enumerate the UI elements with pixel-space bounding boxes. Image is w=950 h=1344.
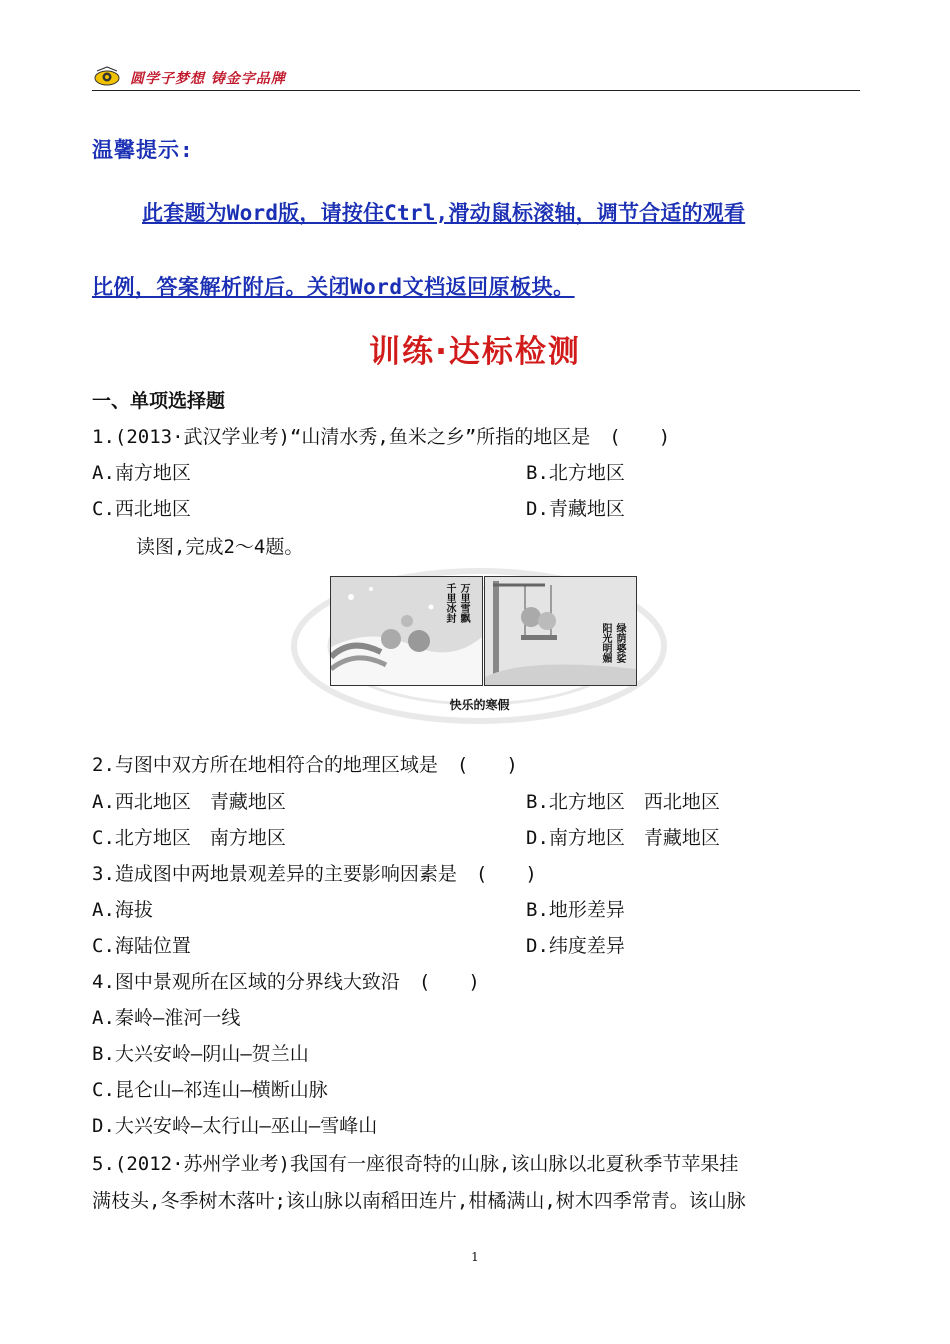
q4-option-a: A.秦岭—淮河一线 [92, 1007, 241, 1029]
winter-panel [330, 576, 483, 686]
tip-title: 温馨提示: [92, 138, 194, 162]
q3-option-d: D.纬度差异 [526, 935, 625, 957]
q1-option-d: D.青藏地区 [526, 498, 625, 520]
part-title: 一、单项选择题 [92, 390, 226, 412]
page-header [92, 62, 860, 91]
section-title: 训练·达标检测 [369, 334, 581, 370]
q3-option-a: A.海拔 [92, 899, 153, 921]
cartoon-figure [282, 566, 677, 726]
q3-stem: 3.造成图中两地景观差异的主要影响因素是 ( ) [92, 863, 537, 885]
q1-option-a: A.南方地区 [92, 462, 191, 484]
q4-stem: 4.图中景观所在区域的分界线大致沿 ( ) [92, 971, 480, 993]
read-prompt: 读图,完成2～4题。 [136, 536, 304, 558]
q1-option-c: C.西北地区 [92, 498, 191, 520]
logo-icon [94, 66, 120, 86]
q2-option-a: A.西北地区 青藏地区 [92, 791, 286, 813]
page-number: 1 [471, 1250, 479, 1264]
q5-line-1: 5.(2012·苏州学业考)我国有一座很奇特的山脉,该山脉以北夏秋季节苹果挂 [92, 1153, 739, 1175]
q4-option-c: C.昆仑山—祁连山—横断山脉 [92, 1079, 328, 1101]
q2-option-d: D.南方地区 青藏地区 [526, 827, 720, 849]
q3-option-b: B.地形差异 [526, 899, 625, 921]
q4-option-d: D.大兴安岭—太行山—巫山—雪峰山 [92, 1115, 378, 1137]
summer-text-2: 阳光明媚 [600, 623, 611, 663]
summer-text-1: 绿荫婆娑 [614, 623, 625, 663]
q2-option-c: C.北方地区 南方地区 [92, 827, 286, 849]
figure-caption: 快乐的寒假 [449, 698, 510, 712]
winter-text-2: 千里冰封 [444, 583, 455, 623]
q4-option-b: B.大兴安岭—阴山—贺兰山 [92, 1043, 309, 1065]
header-slogan: 圆学子梦想 铸金字品牌 [130, 71, 286, 87]
q2-stem: 2.与图中双方所在地相符合的地理区域是 ( ) [92, 754, 518, 776]
tip-line-2: 比例，答案解析附后。关闭Word文档返回原板块。 [92, 275, 575, 299]
summer-panel [484, 576, 637, 686]
q1-option-b: B.北方地区 [526, 462, 625, 484]
q2-option-b: B.北方地区 西北地区 [526, 791, 720, 813]
winter-text-1: 万里雪飘 [458, 583, 469, 623]
q3-option-c: C.海陆位置 [92, 935, 191, 957]
tip-line-1: 此套题为Word版，请按住Ctrl,滑动鼠标滚轴，调节合适的观看 [142, 201, 746, 225]
q1-stem: 1.(2013·武汉学业考)“山清水秀,鱼米之乡”所指的地区是 ( ) [92, 426, 671, 448]
q5-line-2: 满枝头,冬季树木落叶;该山脉以南稻田连片,柑橘满山,树木四季常青。该山脉 [92, 1190, 746, 1212]
